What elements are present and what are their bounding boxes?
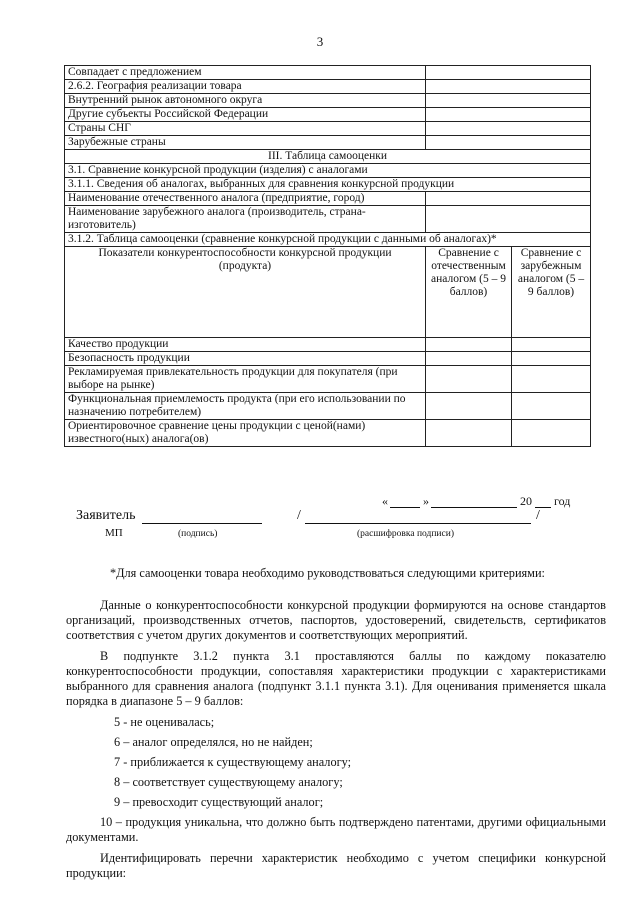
self-assessment-table <box>64 65 591 447</box>
criterion-label: Рекламируемая привлекательность продукции для покупателя (при выборе на рынке) <box>65 366 426 393</box>
value-cell[interactable] <box>426 136 591 150</box>
subsection-3-1-2: 3.1.2. Таблица самооценки (сравнение конкурсной продукции с данными об аналогах)* <box>65 233 591 247</box>
list-item: 6 – аналог определялся, но не найден; <box>114 735 313 749</box>
table-header-row <box>65 247 591 338</box>
subsection-3-1-1: 3.1.1. Сведения об аналогах, выбранных для сравнения конкурсной продукции <box>65 178 591 192</box>
paragraph: Идентифицировать перечни характеристик необходимо с учетом специфики конкурсной продукции: <box>66 851 606 880</box>
table-row <box>65 366 591 393</box>
value-cell[interactable] <box>426 80 591 94</box>
footnote: *Для самооценки товара необходимо руководствоваться следующими критериями: <box>110 566 545 580</box>
table-row <box>65 122 591 136</box>
list-item: 8 – соответствует существующему аналогу; <box>114 775 343 789</box>
table-row <box>65 420 591 447</box>
slash-right: / <box>536 508 540 523</box>
table-cell: Страны СНГ <box>65 122 426 136</box>
paragraph: В подпункте 3.1.2 пункта 3.1 проставляются баллы по каждому показателю конкурентоспособности продукции, сопоставляя характеристики продукции с характеристиками выбранного для сравнения аналога (подпункт 3.1.1 пункта 3.1). Для оценивания применяется шкала порядка в диапазоне 5 – 9 баллов: <box>66 649 606 708</box>
date-year-field[interactable] <box>535 494 551 508</box>
value-cell[interactable] <box>426 122 591 136</box>
signature-decode-field[interactable] <box>305 509 531 524</box>
criterion-label: Качество продукции <box>65 338 426 352</box>
date-open-quote: « <box>382 494 388 508</box>
date-close-quote: » <box>423 494 429 508</box>
score-cell[interactable] <box>512 366 591 393</box>
domestic-analog-label: Наименование отечественного аналога (предприятие, город) <box>65 192 426 206</box>
score-cell[interactable] <box>426 338 512 352</box>
applicant-label: Заявитель <box>76 508 136 523</box>
column-header-foreign: Сравнение с зарубежным аналогом (5 – 9 баллов) <box>512 247 591 338</box>
list-item: 5 - не оценивалась; <box>114 715 215 729</box>
list-item: 9 – превосходит существующий аналог; <box>114 795 324 809</box>
score-cell[interactable] <box>512 420 591 447</box>
table-row <box>65 178 591 192</box>
paragraph: 10 – продукция уникальна, что должно быть подтверждено патентами, другими официальными документами. <box>66 815 606 844</box>
year-prefix: 20 <box>520 494 532 508</box>
score-cell[interactable] <box>512 393 591 420</box>
table-row <box>65 108 591 122</box>
table-row <box>65 164 591 178</box>
date-day-field[interactable] <box>390 494 420 508</box>
table-cell: 2.6.2. География реализации товара <box>65 80 426 94</box>
table-cell: Совпадает с предложением <box>65 66 426 80</box>
domestic-analog-value[interactable] <box>426 192 591 206</box>
scale-list <box>66 715 606 810</box>
value-cell[interactable] <box>426 66 591 80</box>
table-row <box>65 206 591 233</box>
list-item: 7 - приближается к существующему аналогу; <box>114 755 352 769</box>
subsection-3-1: 3.1. Сравнение конкурсной продукции (изделия) с аналогами <box>65 164 591 178</box>
table-row <box>65 352 591 366</box>
foreign-analog-value[interactable] <box>426 206 591 233</box>
table-row <box>65 136 591 150</box>
signature-caption: (подпись) <box>178 529 218 539</box>
table-row <box>65 233 591 247</box>
criterion-label: Ориентировочное сравнение цены продукции с ценой(нами) известного(ных) аналога(ов) <box>65 420 426 447</box>
stamp-place-label: МП <box>105 527 123 539</box>
table-row <box>65 80 591 94</box>
paragraph: Данные о конкурентоспособности конкурсной продукции формируются на основе стандартов организаций, производственных отчетов, паспортов, удостоверений, свидетельств, сертификатов соответствия с учетом других документов и соответствующих мероприятий. <box>66 598 606 642</box>
table-row <box>65 66 591 80</box>
score-cell[interactable] <box>426 352 512 366</box>
score-cell[interactable] <box>426 393 512 420</box>
table-cell: Зарубежные страны <box>65 136 426 150</box>
score-cell[interactable] <box>512 338 591 352</box>
date-month-field[interactable] <box>431 494 517 508</box>
value-cell[interactable] <box>426 94 591 108</box>
column-header-domestic: Сравнение с отечественным аналогом (5 – 9 баллов) <box>426 247 512 338</box>
score-cell[interactable] <box>426 420 512 447</box>
page-number: 3 <box>316 34 324 49</box>
signature-field[interactable] <box>142 509 262 524</box>
criterion-label: Функциональная приемлемость продукта (при его использовании по назначению потребителем) <box>65 393 426 420</box>
section-title-row <box>65 150 591 164</box>
column-header-indicator: Показатели конкурентоспособности конкурсной продукции (продукта) <box>65 247 426 338</box>
value-cell[interactable] <box>426 108 591 122</box>
table-cell: Другие субъекты Российской Федерации <box>65 108 426 122</box>
table-row <box>65 192 591 206</box>
table-row <box>65 393 591 420</box>
score-cell[interactable] <box>426 366 512 393</box>
table-row <box>65 94 591 108</box>
table-row <box>65 338 591 352</box>
year-suffix: год <box>554 494 571 508</box>
foreign-analog-label: Наименование зарубежного аналога (производитель, страна-изготовитель) <box>65 206 426 233</box>
section-title: III. Таблица самооценки <box>65 150 591 164</box>
notes-body <box>66 598 606 887</box>
slash-left: / <box>297 508 301 523</box>
decode-caption: (расшифровка подписи) <box>357 529 454 539</box>
score-cell[interactable] <box>512 352 591 366</box>
table-cell: Внутренний рынок автономного округа <box>65 94 426 108</box>
criterion-label: Безопасность продукции <box>65 352 426 366</box>
